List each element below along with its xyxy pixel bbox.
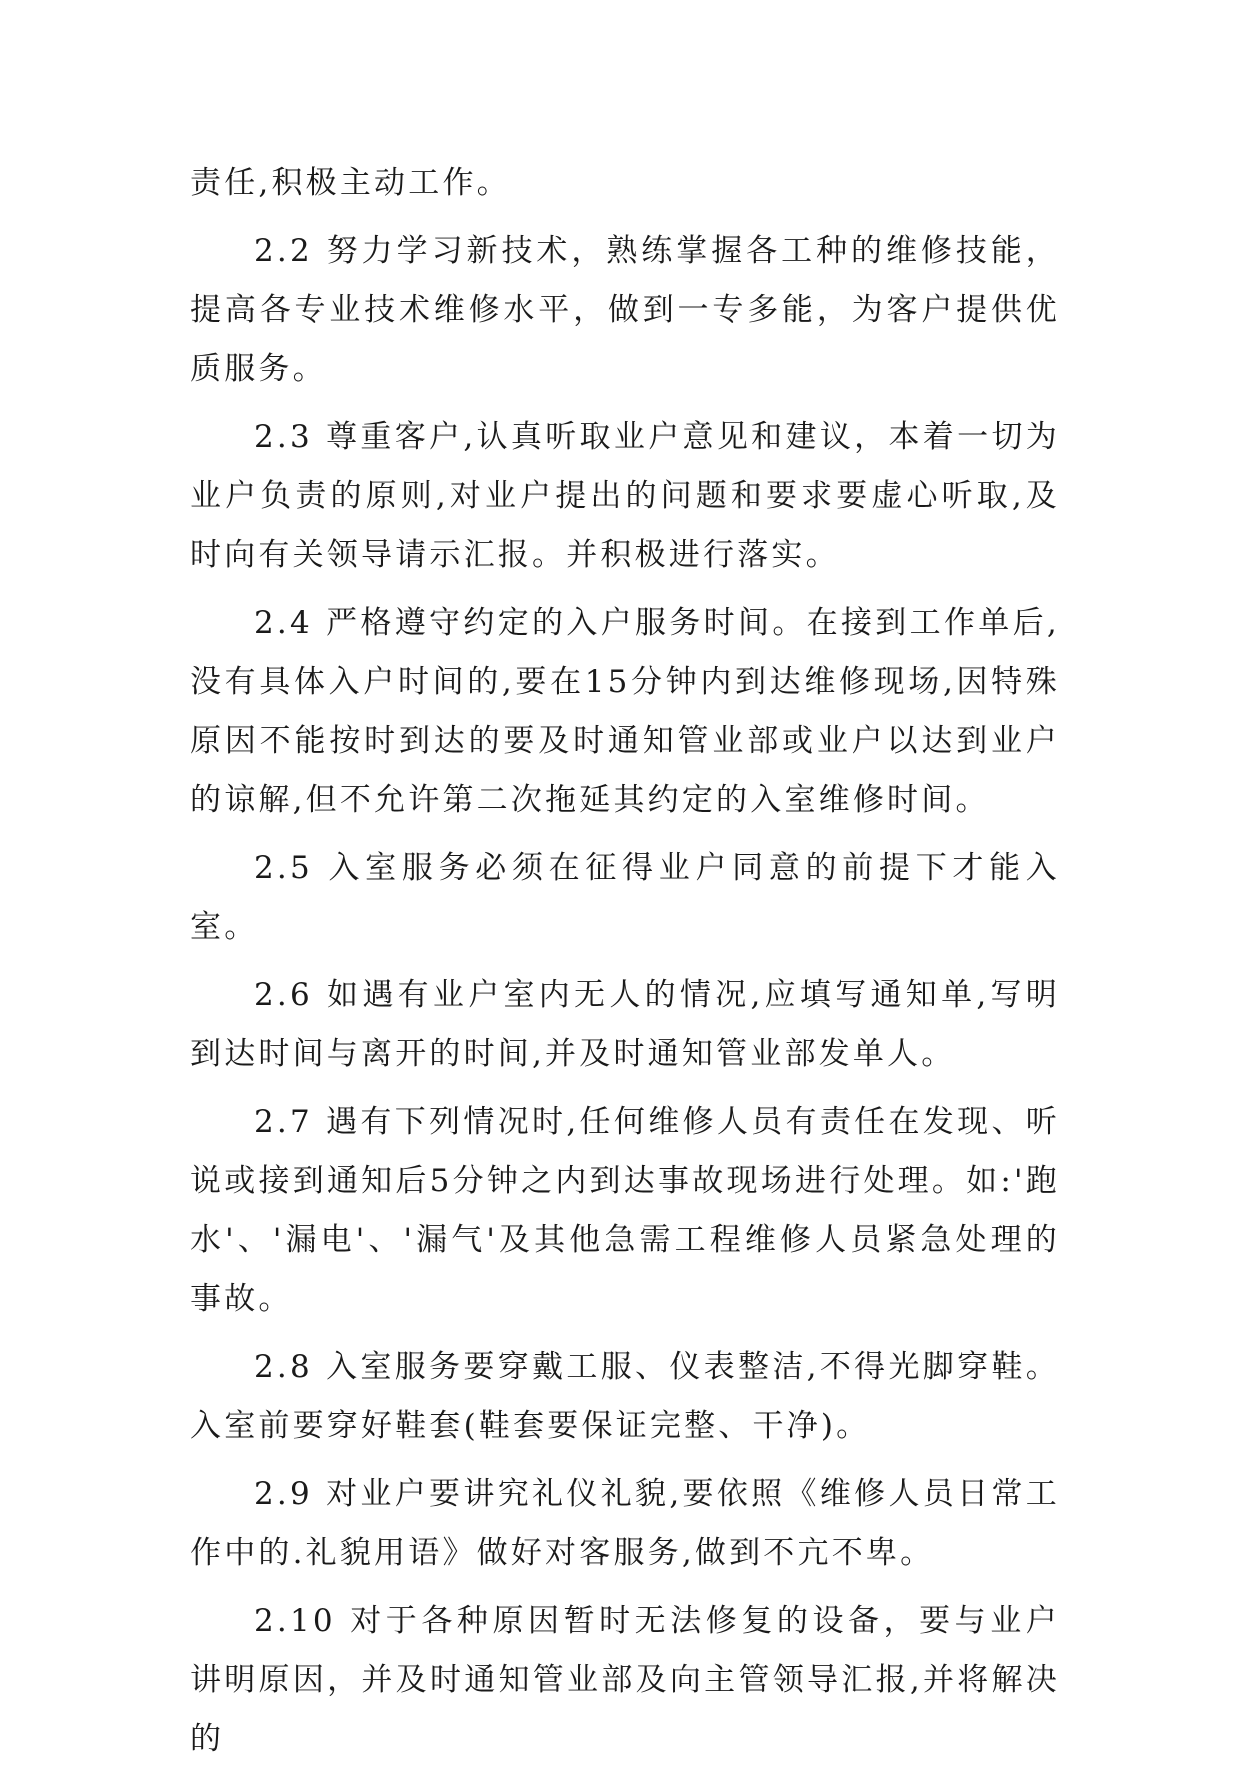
paragraph: 2.9 对业户要讲究礼仪礼貌,要依照《维修人员日常工作中的.礼貌用语》做好对客服务,做到不亢不卑。: [190, 1476, 1060, 1571]
paragraph: 2.7 遇有下列情况时,任何维修人员有责任在发现、听说或接到通知后5分钟之内到达事故现场进行处理。如:'跑水'、'漏电'、'漏气'及其他急需工程维修人员紧急处理的事故。: [190, 1104, 1060, 1317]
document-body: [190, 154, 1060, 1778]
paragraph: 2.4 严格遵守约定的入户服务时间。在接到工作单后,没有具体入户时间的,要在15分钟内到达维修现场,因特殊原因不能按时到达的要及时通知管业部或业户以达到业户的谅解,但不允许第二次拖延其约定的入室维修时间。: [190, 605, 1060, 818]
paragraph: 责任,积极主动工作。: [190, 165, 511, 201]
paragraph: 2.6 如遇有业户室内无人的情况,应填写通知单,写明到达时间与离开的时间,并及时通知管业部发单人。: [190, 977, 1060, 1072]
paragraph: 2.10 对于各种原因暂时无法修复的设备，要与业户讲明原因，并及时通知管业部及向主管领导汇报,并将解决的: [190, 1603, 1060, 1757]
paragraph: 2.5 入室服务必须在征得业户同意的前提下才能入室。: [190, 850, 1060, 945]
paragraph: 2.8 入室服务要穿戴工服、仪表整洁,不得光脚穿鞋。入室前要穿好鞋套(鞋套要保证完整、干净)。: [190, 1349, 1060, 1444]
paragraph: 2.2 努力学习新技术，熟练掌握各工种的维修技能，提高各专业技术维修水平，做到一专多能，为客户提供优质服务。: [190, 233, 1060, 387]
paragraph: 2.3 尊重客户,认真听取业户意见和建议，本着一切为业户负责的原则,对业户提出的问题和要求要虚心听取,及时向有关领导请示汇报。并积极进行落实。: [190, 419, 1060, 573]
